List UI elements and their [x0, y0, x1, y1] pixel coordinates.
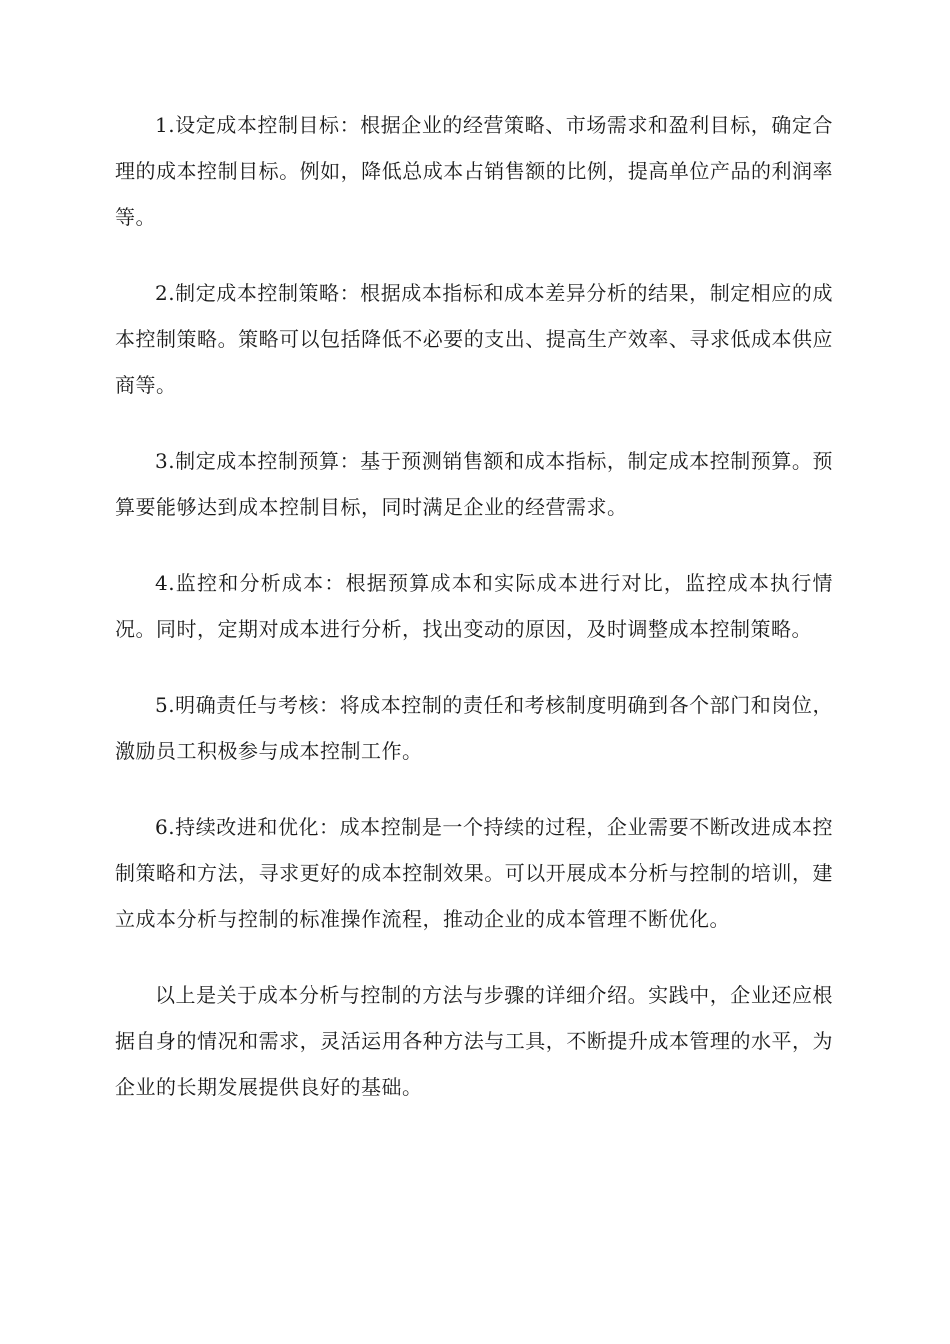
document-body	[115, 102, 833, 1140]
paragraph-step-2: 2.制定成本控制策略：根据成本指标和成本差异分析的结果，制定相应的成本控制策略。策略可以包括降低不必要的支出、提高生产效率、寻求低成本供应商等。	[115, 281, 833, 397]
paragraph-step-4: 4.监控和分析成本：根据预算成本和实际成本进行对比，监控成本执行情况。同时，定期对成本进行分析，找出变动的原因，及时调整成本控制策略。	[115, 571, 833, 641]
paragraph-step-5: 5.明确责任与考核：将成本控制的责任和考核制度明确到各个部门和岗位，激励员工积极参与成本控制工作。	[115, 693, 833, 763]
paragraph-conclusion: 以上是关于成本分析与控制的方法与步骤的详细介绍。实践中，企业还应根据自身的情况和需求，灵活运用各种方法与工具，不断提升成本管理的水平，为企业的长期发展提供良好的基础。	[115, 983, 833, 1099]
paragraph-step-6: 6.持续改进和优化：成本控制是一个持续的过程，企业需要不断改进成本控制策略和方法，寻求更好的成本控制效果。可以开展成本分析与控制的培训，建立成本分析与控制的标准操作流程，推动企业的成本管理不断优化。	[115, 815, 833, 931]
paragraph-step-1: 1.设定成本控制目标：根据企业的经营策略、市场需求和盈利目标，确定合理的成本控制目标。例如，降低总成本占销售额的比例，提高单位产品的利润率等。	[115, 113, 833, 229]
paragraph-step-3: 3.制定成本控制预算：基于预测销售额和成本指标，制定成本控制预算。预算要能够达到成本控制目标，同时满足企业的经营需求。	[115, 449, 833, 519]
